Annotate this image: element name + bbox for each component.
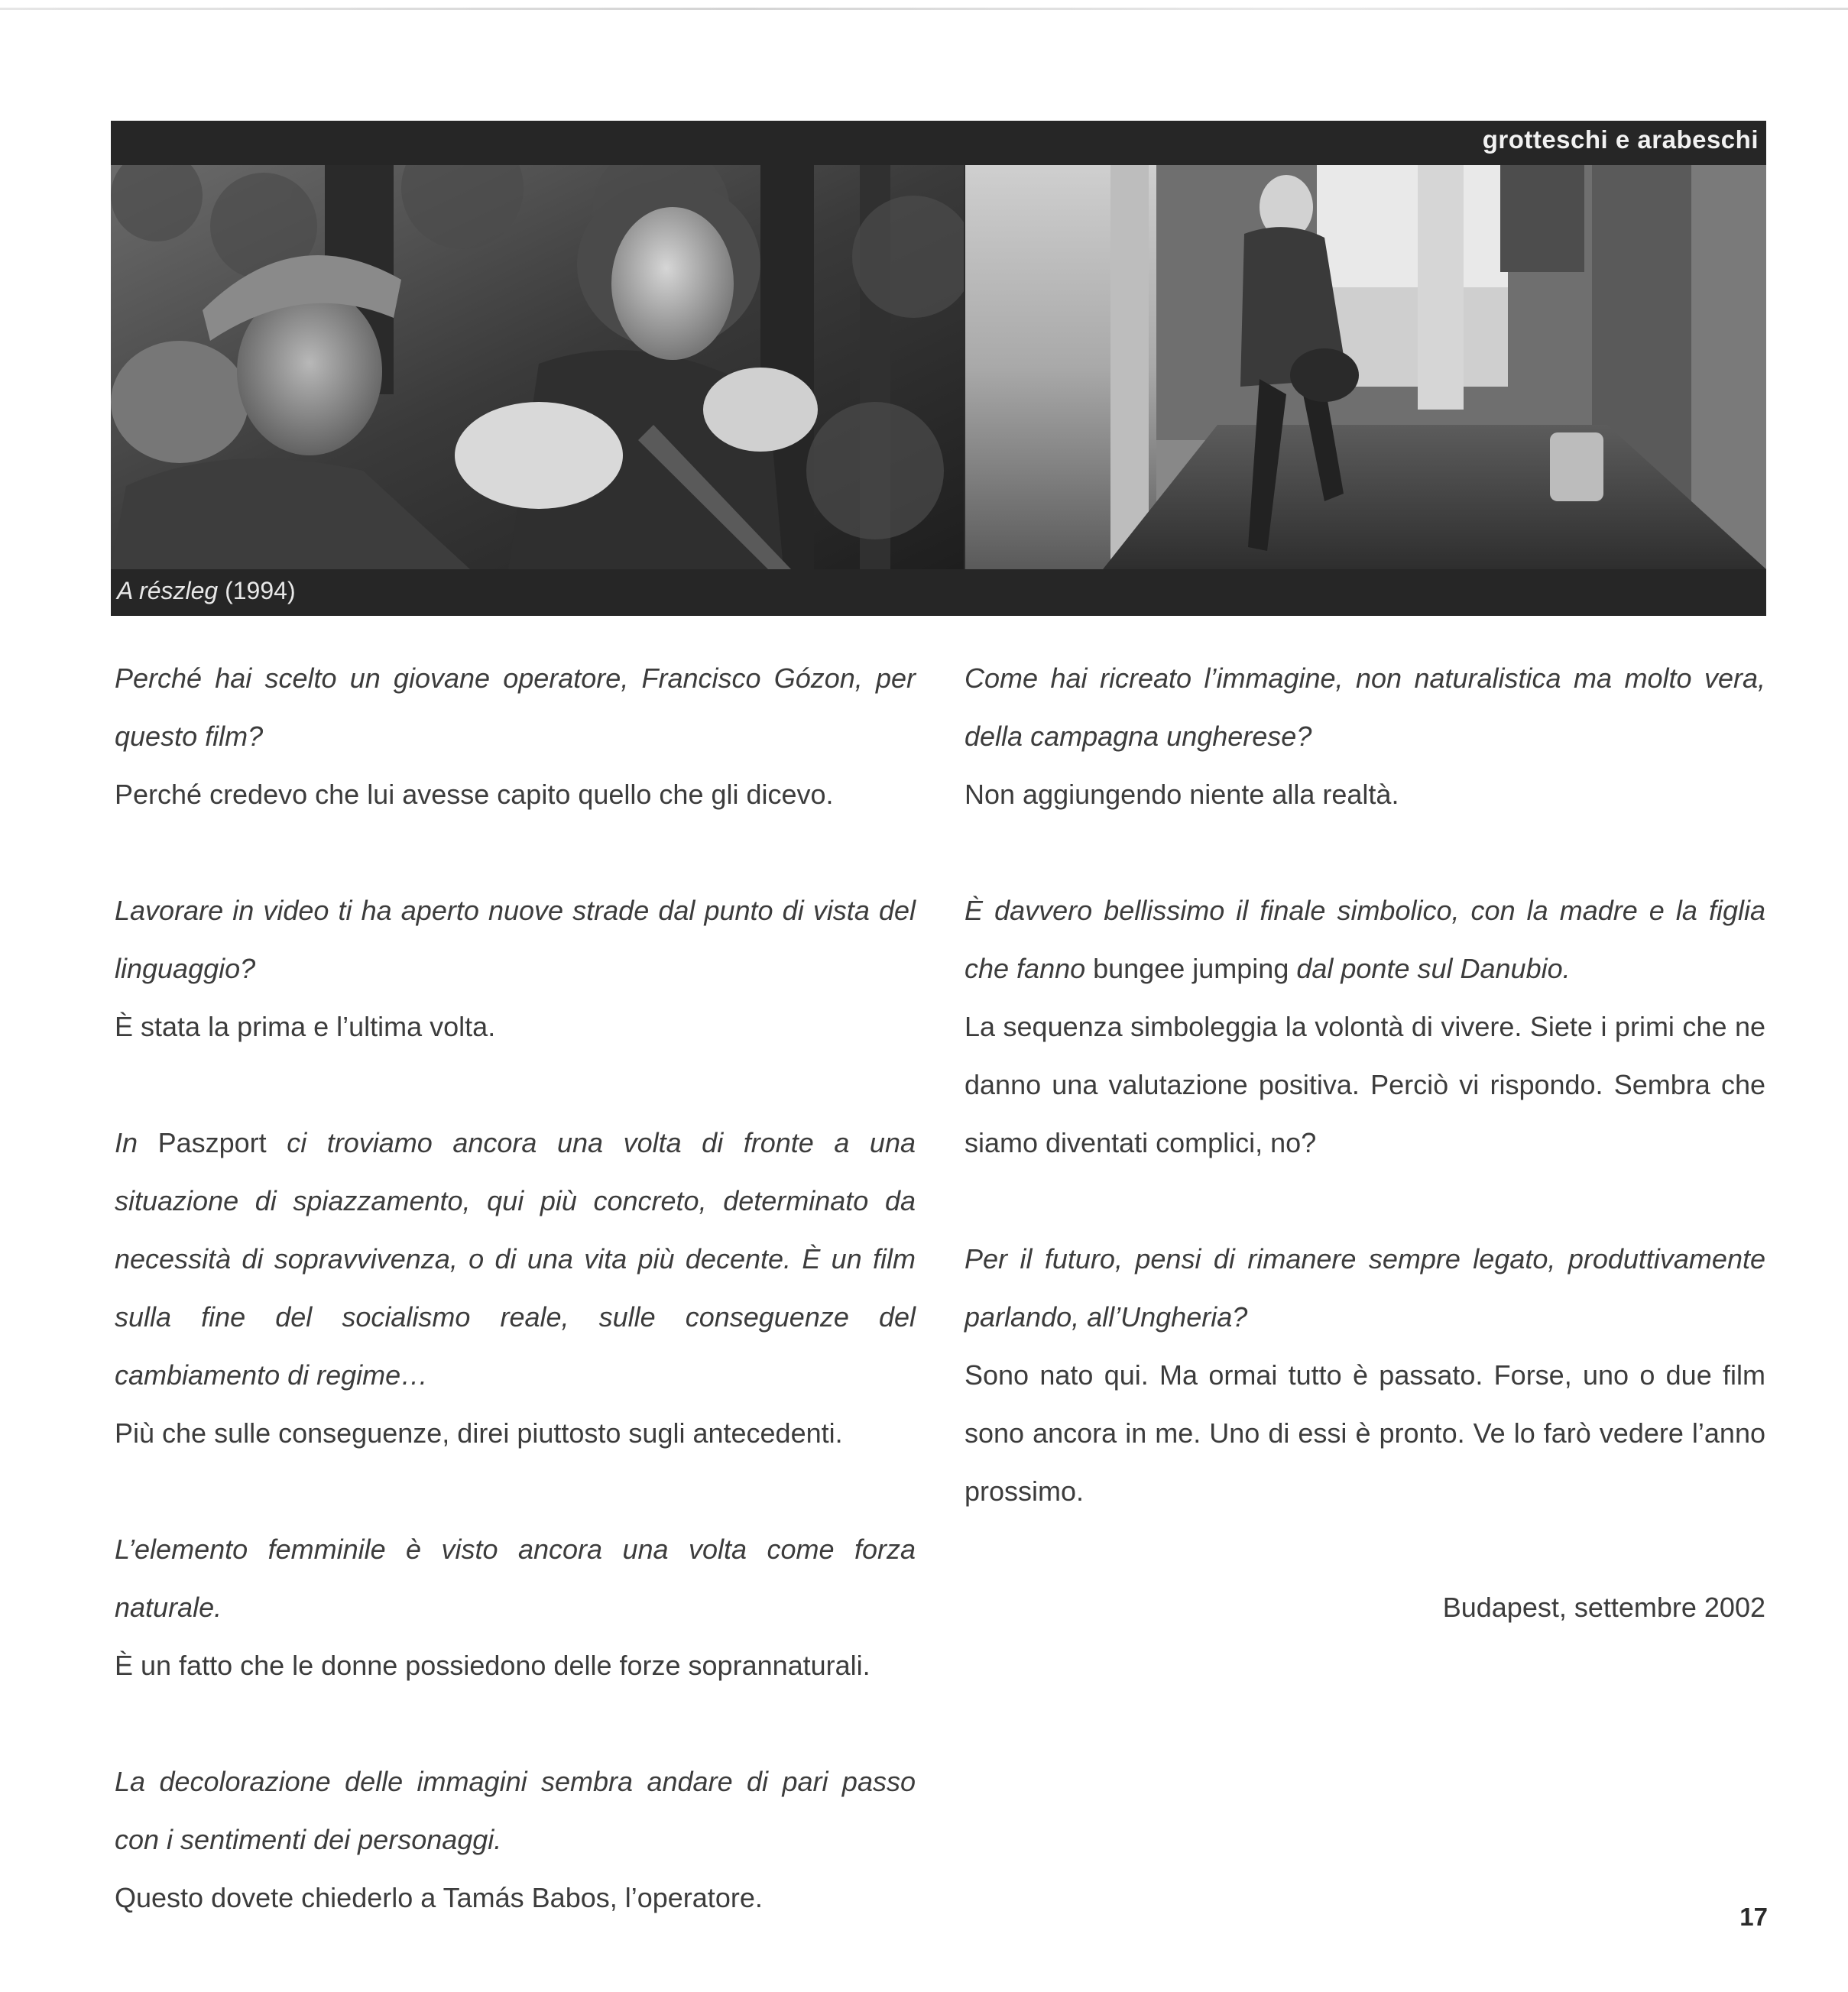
interview-item bbox=[965, 1230, 1765, 1521]
question-prefix: In bbox=[115, 1127, 158, 1158]
caption-film-title: A részleg bbox=[117, 577, 219, 604]
left-column bbox=[115, 649, 916, 1927]
scan-edge-line bbox=[0, 8, 1848, 10]
interview-answer: Perché credevo che lui avesse capito quello che gli dicevo. bbox=[115, 779, 834, 810]
interview-question: Lavorare in video ti ha aperto nuove strade dal punto di vista del linguaggio? bbox=[115, 895, 916, 984]
interview-item bbox=[965, 882, 1765, 1172]
film-still-band bbox=[111, 121, 1766, 616]
film-title-paszport: Paszport bbox=[157, 1127, 267, 1158]
section-header-strip bbox=[111, 121, 1766, 165]
interview-question: La decolorazione delle immagini sembra andare di pari passo con i sentimenti dei personaggi. bbox=[115, 1766, 916, 1855]
question-rest: ci troviamo ancora una volta di fronte a una situazione di spiazzamento, qui più concreto, determinato da necessità di sopravvivenza, o di una vita più decente. È un film sulla fine del socialismo reale, sulle conseguenze del cambiamento di regime… bbox=[115, 1127, 916, 1391]
interview-item bbox=[115, 882, 916, 1056]
interview-answer: Questo dovete chiederlo a Tamás Babos, l’operatore. bbox=[115, 1882, 763, 1913]
right-column bbox=[965, 649, 1765, 1664]
interview-item bbox=[115, 649, 916, 824]
film-still-forest-couple bbox=[111, 165, 964, 569]
photo-caption bbox=[117, 577, 296, 605]
interview-question bbox=[965, 882, 1765, 998]
interview-answer: Non aggiungendo niente alla realtà. bbox=[965, 779, 1399, 810]
interview-answer: È stata la prima e l’ultima volta. bbox=[115, 1011, 496, 1042]
interview-item bbox=[965, 649, 1765, 824]
term-bungee-jumping: bungee jumping bbox=[1093, 953, 1289, 984]
interview-question: L’elemento femminile è visto ancora una volta come forza naturale. bbox=[115, 1534, 916, 1623]
question-prefix: È davvero bellissimo il finale simbolico, con la madre e la figlia che fanno bbox=[965, 895, 1765, 984]
caption-strip bbox=[111, 569, 1766, 616]
interview-question bbox=[115, 1114, 916, 1404]
section-label: grotteschi e arabeschi bbox=[1482, 125, 1759, 154]
interview-question: Per il futuro, pensi di rimanere sempre legato, produttivamente parlando, all’Ungheria? bbox=[965, 1243, 1765, 1333]
interview-answer: È un fatto che le donne possiedono delle forze soprannaturali. bbox=[115, 1650, 871, 1681]
place-date-signature: Budapest, settembre 2002 bbox=[1442, 1592, 1765, 1623]
interview-question: Come hai ricreato l’immagine, non naturalistica ma molto vera, della campagna ungherese? bbox=[965, 662, 1765, 752]
interview-question: Perché hai scelto un giovane operatore, Francisco Gózon, per questo film? bbox=[115, 662, 916, 752]
interview-answer: La sequenza simboleggia la volontà di vivere. Siete i primi che ne danno una valutazione positiva. Perciò vi rispondo. Sembra che siamo diventati complici, no? bbox=[965, 1011, 1765, 1158]
interview-answer: Più che sulle conseguenze, direi piuttosto sugli antecedenti. bbox=[115, 1417, 843, 1449]
film-still-corridor bbox=[965, 165, 1766, 569]
interview-item bbox=[115, 1753, 916, 1927]
caption-year: (1994) bbox=[225, 577, 296, 604]
interview-item bbox=[115, 1114, 916, 1462]
interview-answer: Sono nato qui. Ma ormai tutto è passato. Forse, uno o due film sono ancora in me. Uno di essi è pronto. Ve lo farò vedere l’anno prossimo. bbox=[965, 1359, 1765, 1507]
interview-item bbox=[115, 1521, 916, 1695]
page-number: 17 bbox=[1739, 1903, 1768, 1931]
question-rest: dal ponte sul Danubio. bbox=[1289, 953, 1571, 984]
